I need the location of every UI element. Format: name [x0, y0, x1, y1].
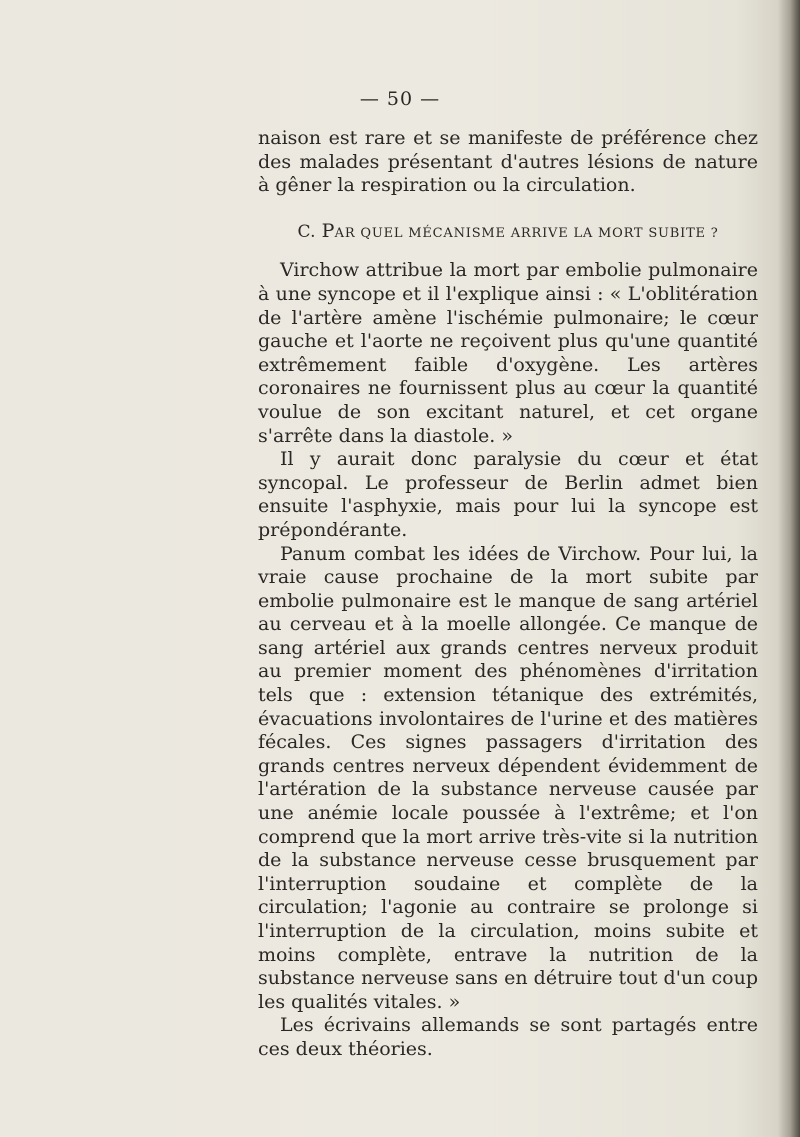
paragraph-syncope: Il y aurait donc paralysie du cœur et état syncopal. Le professeur de Berlin admet bien ensuite l'asphyxie, mais pour lui la syncope est prépondérante.: [258, 448, 758, 541]
paragraph-panum: Panum combat les idées de Virchow. Pour lui, la vraie cause prochaine de la mort subite par embolie pulmonaire est le manque de sang artériel au cerveau et à la moelle allongée. Ce manque de sang artériel aux grands centres nerveux produit au premier moment des phénomènes d'irritation tels que : extension tétanique des extrémités, évacuations involontaires de l'urine et des matières fécales. Ces signes passagers d'irritation des grands centres nerveux dépendent évidemment de l'artération de la substance nerveuse causée par une anémie locale poussée à l'extrême; et l'on comprend que la mort arrive très-vite si la nutrition de la substance nerveuse cesse brusquement par l'interruption soudaine et complète de la circulation; l'agonie au contraire se prolonge si l'interruption de la circulation, moins subite et moins complète, entrave la nutrition de la substance nerveuse sans en détruire tout d'un coup les qualités vitales. »: [258, 542, 758, 1013]
paragraph-conclusion: Les écrivains allemands se sont partagés entre ces deux théories.: [258, 1014, 758, 1060]
paragraph-intro: naison est rare et se manifeste de préférence chez des malades présentant d'autres lésions de nature à gêner la respiration ou la circulation.: [258, 127, 758, 197]
heading-text: AR QUEL MÉCANISME ARRIVE LA MORT SUBITE ?: [334, 225, 719, 241]
heading-letter: C.: [297, 221, 316, 242]
page-edge-shadow: [778, 0, 800, 1137]
heading-initial: P: [321, 219, 335, 242]
page-number: — 50 —: [359, 88, 441, 110]
body-text: [258, 127, 758, 1062]
paragraph-virchow: Virchow attribue la mort par embolie pulmonaire à une syncope et il l'explique ainsi : « L'oblitération de l'artère amène l'ischémie pulmonaire; le cœur gauche et l'aorte ne reçoivent plus qu'une quantité extrêmement faible d'oxygène. Les artères coronaires ne fournissent plus au cœur la quantité voulue de son excitant naturel, et cet organe s'arrête dans la diastole. »: [258, 259, 758, 447]
section-heading: [258, 220, 758, 246]
